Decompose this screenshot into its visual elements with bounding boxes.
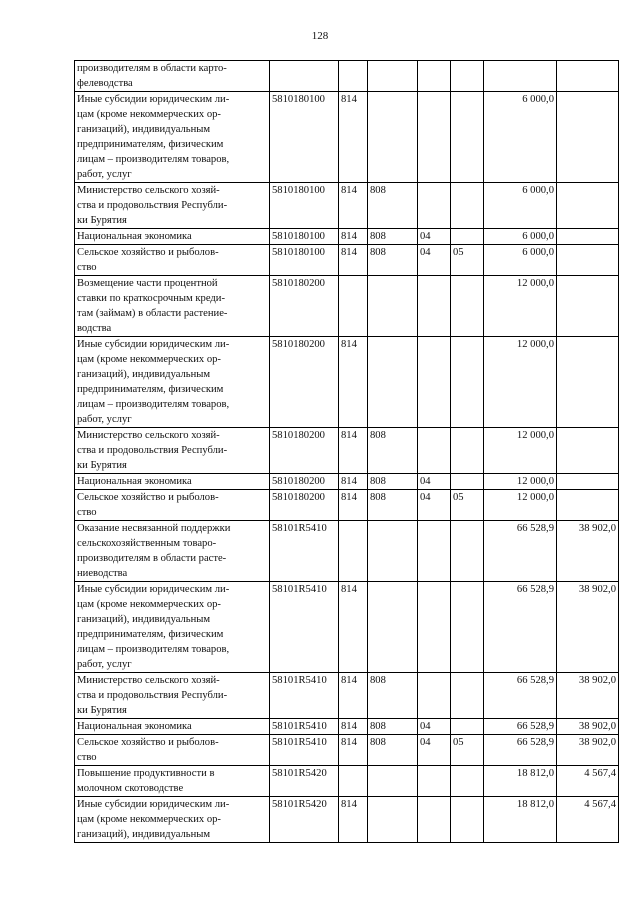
amount-second-year-cell [557,229,619,245]
item-name-cell: Министерство сельского хозяй- ства и продовольствия Республи- ки Бурятия [75,428,270,474]
table-row [75,474,619,490]
amount-second-year-cell [557,337,619,428]
expense-type-code-cell [451,229,484,245]
amount-first-year-cell [484,61,557,92]
amount-first-year-cell: 6 000,0 [484,183,557,229]
grbs-code-cell: 814 [339,229,368,245]
expense-type-code-cell: 05 [451,245,484,276]
section-code-cell: 808 [368,719,418,735]
item-name-cell: Министерство сельского хозяй- ства и продовольствия Республи- ки Бурятия [75,183,270,229]
expense-type-code-cell [451,582,484,673]
amount-second-year-cell [557,61,619,92]
amount-second-year-cell [557,474,619,490]
section-code-cell [368,582,418,673]
target-article-code-cell [270,61,339,92]
item-name-cell: Национальная экономика [75,229,270,245]
grbs-code-cell [339,276,368,337]
target-article-code-cell: 5810180100 [270,92,339,183]
amount-second-year-cell: 38 902,0 [557,735,619,766]
expense-type-code-cell [451,474,484,490]
expense-type-code-cell [451,797,484,843]
table-row [75,582,619,673]
section-code-cell [368,61,418,92]
amount-first-year-cell: 12 000,0 [484,428,557,474]
expense-type-code-cell: 05 [451,490,484,521]
expense-type-code-cell [451,766,484,797]
target-article-code-cell: 58101R5410 [270,719,339,735]
table-row [75,276,619,337]
target-article-code-cell: 58101R5420 [270,766,339,797]
amount-second-year-cell [557,245,619,276]
section-code-cell: 808 [368,673,418,719]
table-row [75,183,619,229]
table-row [75,337,619,428]
grbs-code-cell: 814 [339,245,368,276]
section-code-cell [368,797,418,843]
target-article-code-cell: 5810180100 [270,245,339,276]
table-row [75,797,619,843]
subsection-code-cell [418,582,451,673]
table-row [75,521,619,582]
expense-type-code-cell [451,276,484,337]
subsection-code-cell: 04 [418,735,451,766]
item-name-cell: Сельское хозяйство и рыболов- ство [75,490,270,521]
table-row [75,766,619,797]
amount-second-year-cell: 38 902,0 [557,673,619,719]
target-article-code-cell: 5810180200 [270,474,339,490]
expense-type-code-cell [451,428,484,474]
expense-type-code-cell [451,183,484,229]
amount-second-year-cell [557,490,619,521]
amount-first-year-cell: 6 000,0 [484,92,557,183]
item-name-cell: Иные субсидии юридическим ли- цам (кроме некоммерческих ор- ганизаций), индивидуальным предпринимателям, физическим лицам – производителям товаров, работ, услуг [75,337,270,428]
section-code-cell: 808 [368,229,418,245]
section-code-cell: 808 [368,490,418,521]
amount-first-year-cell: 12 000,0 [484,490,557,521]
amount-second-year-cell: 38 902,0 [557,521,619,582]
grbs-code-cell [339,61,368,92]
table-row [75,245,619,276]
table-row [75,61,619,92]
section-code-cell: 808 [368,245,418,276]
target-article-code-cell: 58101R5410 [270,673,339,719]
grbs-code-cell: 814 [339,92,368,183]
amount-second-year-cell: 38 902,0 [557,582,619,673]
amount-second-year-cell: 4 567,4 [557,766,619,797]
grbs-code-cell: 814 [339,183,368,229]
section-code-cell [368,276,418,337]
amount-second-year-cell [557,92,619,183]
table-row [75,735,619,766]
budget-table-body [75,61,619,843]
amount-second-year-cell: 38 902,0 [557,719,619,735]
amount-first-year-cell: 18 812,0 [484,766,557,797]
grbs-code-cell: 814 [339,337,368,428]
amount-first-year-cell: 18 812,0 [484,797,557,843]
expense-type-code-cell [451,673,484,719]
item-name-cell: Повышение продуктивности в молочном скотоводстве [75,766,270,797]
subsection-code-cell [418,61,451,92]
item-name-cell: Национальная экономика [75,719,270,735]
grbs-code-cell: 814 [339,474,368,490]
grbs-code-cell: 814 [339,719,368,735]
grbs-code-cell: 814 [339,673,368,719]
subsection-code-cell [418,673,451,719]
expense-type-code-cell [451,521,484,582]
target-article-code-cell: 5810180200 [270,337,339,428]
item-name-cell: Иные субсидии юридическим ли- цам (кроме некоммерческих ор- ганизаций), индивидуальным [75,797,270,843]
subsection-code-cell [418,766,451,797]
grbs-code-cell: 814 [339,735,368,766]
target-article-code-cell: 5810180200 [270,490,339,521]
target-article-code-cell: 58101R5420 [270,797,339,843]
table-row [75,92,619,183]
item-name-cell: Оказание несвязанной поддержки сельскохозяйственным товаро- производителям в области расте- ниеводства [75,521,270,582]
target-article-code-cell: 5810180100 [270,183,339,229]
section-code-cell: 808 [368,183,418,229]
budget-table [74,60,619,843]
subsection-code-cell [418,428,451,474]
expense-type-code-cell [451,337,484,428]
target-article-code-cell: 5810180200 [270,276,339,337]
section-code-cell: 808 [368,428,418,474]
target-article-code-cell: 58101R5410 [270,582,339,673]
item-name-cell: Возмещение части процентной ставки по краткосрочным креди- там (займам) в области растение- водства [75,276,270,337]
section-code-cell: 808 [368,474,418,490]
amount-first-year-cell: 66 528,9 [484,719,557,735]
amount-first-year-cell: 66 528,9 [484,735,557,766]
expense-type-code-cell [451,61,484,92]
expense-type-code-cell [451,92,484,183]
amount-first-year-cell: 12 000,0 [484,337,557,428]
table-row [75,229,619,245]
subsection-code-cell [418,797,451,843]
section-code-cell: 808 [368,735,418,766]
expense-type-code-cell: 05 [451,735,484,766]
expense-type-code-cell [451,719,484,735]
grbs-code-cell [339,521,368,582]
subsection-code-cell: 04 [418,490,451,521]
grbs-code-cell: 814 [339,582,368,673]
item-name-cell: Иные субсидии юридическим ли- цам (кроме некоммерческих ор- ганизаций), индивидуальным предпринимателям, физическим лицам – производителям товаров, работ, услуг [75,92,270,183]
item-name-cell: Министерство сельского хозяй- ства и продовольствия Республи- ки Бурятия [75,673,270,719]
amount-first-year-cell: 12 000,0 [484,276,557,337]
item-name-cell: производителям в области карто- фелеводства [75,61,270,92]
page-number: 128 [311,30,329,42]
subsection-code-cell [418,276,451,337]
amount-first-year-cell: 66 528,9 [484,582,557,673]
subsection-code-cell: 04 [418,229,451,245]
subsection-code-cell [418,337,451,428]
subsection-code-cell: 04 [418,474,451,490]
table-row [75,719,619,735]
grbs-code-cell [339,766,368,797]
table-row [75,673,619,719]
amount-first-year-cell: 6 000,0 [484,229,557,245]
amount-first-year-cell: 6 000,0 [484,245,557,276]
subsection-code-cell: 04 [418,719,451,735]
amount-second-year-cell [557,428,619,474]
section-code-cell [368,92,418,183]
subsection-code-cell [418,521,451,582]
target-article-code-cell: 58101R5410 [270,521,339,582]
table-row [75,490,619,521]
item-name-cell: Национальная экономика [75,474,270,490]
item-name-cell: Сельское хозяйство и рыболов- ство [75,245,270,276]
section-code-cell [368,337,418,428]
amount-first-year-cell: 66 528,9 [484,673,557,719]
grbs-code-cell: 814 [339,797,368,843]
amount-first-year-cell: 12 000,0 [484,474,557,490]
item-name-cell: Сельское хозяйство и рыболов- ство [75,735,270,766]
amount-second-year-cell [557,276,619,337]
table-row [75,428,619,474]
amount-second-year-cell [557,183,619,229]
target-article-code-cell: 5810180200 [270,428,339,474]
section-code-cell [368,766,418,797]
grbs-code-cell: 814 [339,490,368,521]
grbs-code-cell: 814 [339,428,368,474]
target-article-code-cell: 5810180100 [270,229,339,245]
subsection-code-cell: 04 [418,245,451,276]
target-article-code-cell: 58101R5410 [270,735,339,766]
item-name-cell: Иные субсидии юридическим ли- цам (кроме некоммерческих ор- ганизаций), индивидуальным предпринимателям, физическим лицам – производителям товаров, работ, услуг [75,582,270,673]
subsection-code-cell [418,183,451,229]
section-code-cell [368,521,418,582]
subsection-code-cell [418,92,451,183]
amount-second-year-cell: 4 567,4 [557,797,619,843]
amount-first-year-cell: 66 528,9 [484,521,557,582]
